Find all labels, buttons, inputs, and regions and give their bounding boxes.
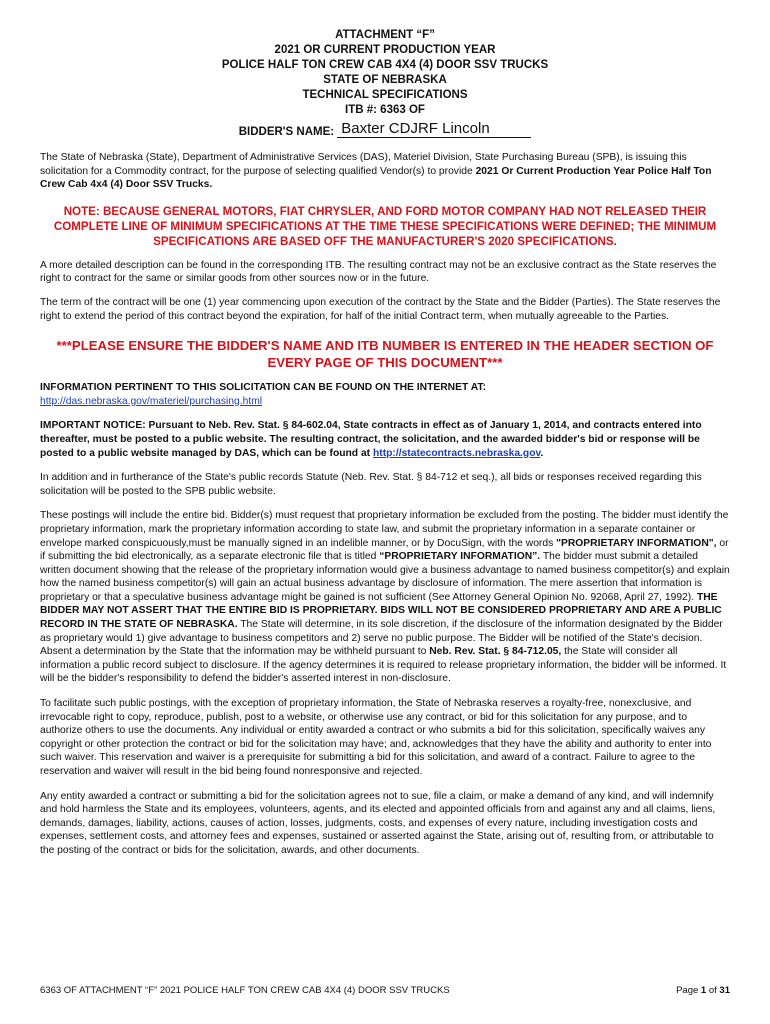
proprietary-text-5: the State will consider all information a public record subject to disclosure. If the agency determines it is required to release proprietary information, the bidder will be informed. It will be the bidder's responsibility to defend the bidder's asserted interest in non-disclosure. [40, 646, 727, 685]
proprietary-text-3: The bidder must submit a detailed written document showing that the release of the proprietary information would give a business advantage to named business competitor(s) and explain how the named business competitor(s) will gain an actual business advantage by disclosure of information. The mere assertion that information is proprietary or that a speculative business advantage might be gained is not sufficient (See Attorney General Opinion No. 92068, April 27, 1992). [40, 551, 730, 603]
header-attachment: ATTACHMENT “F” [335, 29, 435, 41]
important-notice [40, 419, 730, 460]
header-truck-title: POLICE HALF TON CREW CAB 4X4 (4) DOOR SSV TRUCKS [221, 59, 549, 71]
proprietary-bold-4: Neb. Rev. Stat. § 84-712.05, [429, 646, 562, 658]
note-warning: NOTE: BECAUSE GENERAL MOTORS, FIAT CHRYSLER, AND FORD MOTOR COMPANY HAD NOT RELEASED THEIR COMPLETE LINE OF MINIMUM SPECIFICATIONS AT THE TIME THESE SPECIFICATIONS WERE DEFINED; THE MINIMUM SPECIFICATIONS ARE BASED OFF THE MANUFACTURER'S 2020 SPECIFICATIONS. [53, 204, 717, 248]
info-heading: INFORMATION PERTINENT TO THIS SOLICITATION CAN BE FOUND ON THE INTERNET AT: [40, 382, 486, 394]
footer-document-title: 6363 OF ATTACHMENT “F” 2021 POLICE HALF TON CREW CAB 4X4 (4) DOOR SSV TRUCKS [40, 985, 450, 996]
indemnification-paragraph: Any entity awarded a contract or submitting a bid for the solicitation agrees not to sue, file a claim, or make a demand of any kind, and will indemnify and hold harmless the State and its employees, volunteers, agents, and its elected and appointed officials from and against any and all claims, liens, demands, damages, liability, actions, causes of action, losses, judgments, costs, and expenses of every nature, including investigation costs and expenses, settlement costs, and attorney fees and expenses, sustained or asserted against the State, arising out of, resulting from, or attributable to the posting of the contract or bids for the solicitation, awards, and other documents. [40, 790, 716, 856]
intro-product: 2021 Or Current Production Year Police Half Ton Crew Cab 4x4 (4) Door SSV Trucks. [40, 165, 712, 191]
bidder-name-row [40, 122, 730, 140]
header-tech-specs: TECHNICAL SPECIFICATIONS [302, 89, 468, 101]
public-records-paragraph: In addition and in furtherance of the State's public records Statute (Neb. Rev. Stat. § 84-712 et seq.), all bids or responses received regarding this solicitation will be posted to the SPB public website. [40, 472, 702, 497]
proprietary-paragraph [40, 509, 730, 686]
intro-paragraph [40, 151, 730, 192]
notice-end: . [540, 447, 544, 459]
public-postings-paragraph: To facilitate such public postings, with the exception of proprietary information, the State of Nebraska reserves a royalty-free, nonexclusive, and irrevocable right to copy, reproduce, publish, post to a website, or otherwise use any contract, or bid for this solicitation for any purpose, and to authorize others to use the documents. Any individual or entity awarded a contract or who submits a bid for this solicitation, specifically waives any copyright or other protection the contract or bid for the solicitation may have; and, acknowledges that they have the ability and authority to enter into such waiver. This reservation and waiver is a prerequisite for submitting a bid for this solicitation, and award of a contract. Failure to agree to the reservation and waiver will result in the bid being found nonresponsive and rejected. [40, 698, 712, 777]
itb-paragraph: A more detailed description can be found in the corresponding ITB. The resulting contract may not be an exclusive contract as the State reserves the right to contract for the same or similar goods from other sources now or in the future. [40, 259, 717, 285]
proprietary-text-2: or if submitting the bid electronically, as a separate electronic file that is titled [40, 537, 729, 563]
proprietary-bold-2: “PROPRIETARY INFORMATION”. [379, 551, 541, 563]
purchasing-link[interactable]: http://das.nebraska.gov/materiel/purchasing.html [40, 395, 263, 407]
document-page [40, 28, 730, 858]
proprietary-text-4: The State will determine, in its sole discretion, if the disclosure of the information designated by the Bidder as proprietary would 1) give advantage to business competitors and 2) serve no public purpose. The Bidder will be notified of the State's decision. Absent a determination by the State that the information may be withheld pursuant to [40, 619, 723, 658]
footer-page-number [676, 985, 730, 996]
document-header [40, 28, 730, 118]
proprietary-text-1: These postings will include the entire bid. Bidder(s) must request that proprietary information be excluded from the posting. The bidder must identify the proprietary information, mark the proprietary information according to state law, and submit the proprietary information in a separate container or envelope marked conspicuously,must be manually signed in an indelible manner, or by DocuSign, with the words [40, 510, 729, 549]
bidder-name-field[interactable]: Baxter CDJRF Lincoln [337, 120, 531, 138]
total-pages: 31 [719, 985, 730, 996]
proprietary-bold-3: THE BIDDER MAY NOT ASSERT THAT THE ENTIRE BID IS PROPRIETARY. BIDS WILL NOT BE CONSIDERED PROPRIETARY AND ARE A PUBLIC RECORD IN THE STATE OF NEBRASKA. [40, 591, 722, 631]
proprietary-bold-1: "PROPRIETARY INFORMATION", [556, 537, 717, 549]
header-itb-number: ITB #: 6363 OF [345, 104, 425, 116]
header-production-year: 2021 OR CURRENT PRODUCTION YEAR [274, 44, 496, 56]
term-paragraph: The term of the contract will be one (1) year commencing upon execution of the contract by the State and the Bidder (Parties). The State reserves the right to extend the period of this contract beyond the expiration, for half of the initial Contract term, when mutually agreeable to the Parties. [40, 296, 721, 322]
page-label: Page [676, 985, 701, 996]
page-footer [40, 985, 730, 996]
bidder-name-label: BIDDER'S NAME: [238, 126, 338, 138]
info-block [40, 381, 730, 408]
intro-text: The State of Nebraska (State), Department of Administrative Services (DAS), Materiel Division, State Purchasing Bureau (SPB), is issuing this solicitation for a Commodity contract, for the purpose of selecting qualified Vendor(s) to provide [40, 152, 687, 177]
current-page: 1 [700, 985, 707, 996]
notice-text: IMPORTANT NOTICE: Pursuant to Neb. Rev. Stat. § 84-602.04, State contracts in effect as of January 1, 2014, and contracts entered into thereafter, must be posted to a public website. The resulting contract, the solicitation, and the awarded bidder's bid or response will be posted to a public website managed by DAS, which can be found at [40, 420, 702, 459]
statecontracts-link[interactable]: http://statecontracts.nebraska.gov [372, 447, 541, 459]
header-entry-warning: ***PLEASE ENSURE THE BIDDER'S NAME AND ITB NUMBER IS ENTERED IN THE HEADER SECTION OF EVERY PAGE OF THIS DOCUMENT*** [56, 338, 714, 371]
header-state: STATE OF NEBRASKA [323, 74, 447, 86]
page-of: of [706, 985, 720, 996]
